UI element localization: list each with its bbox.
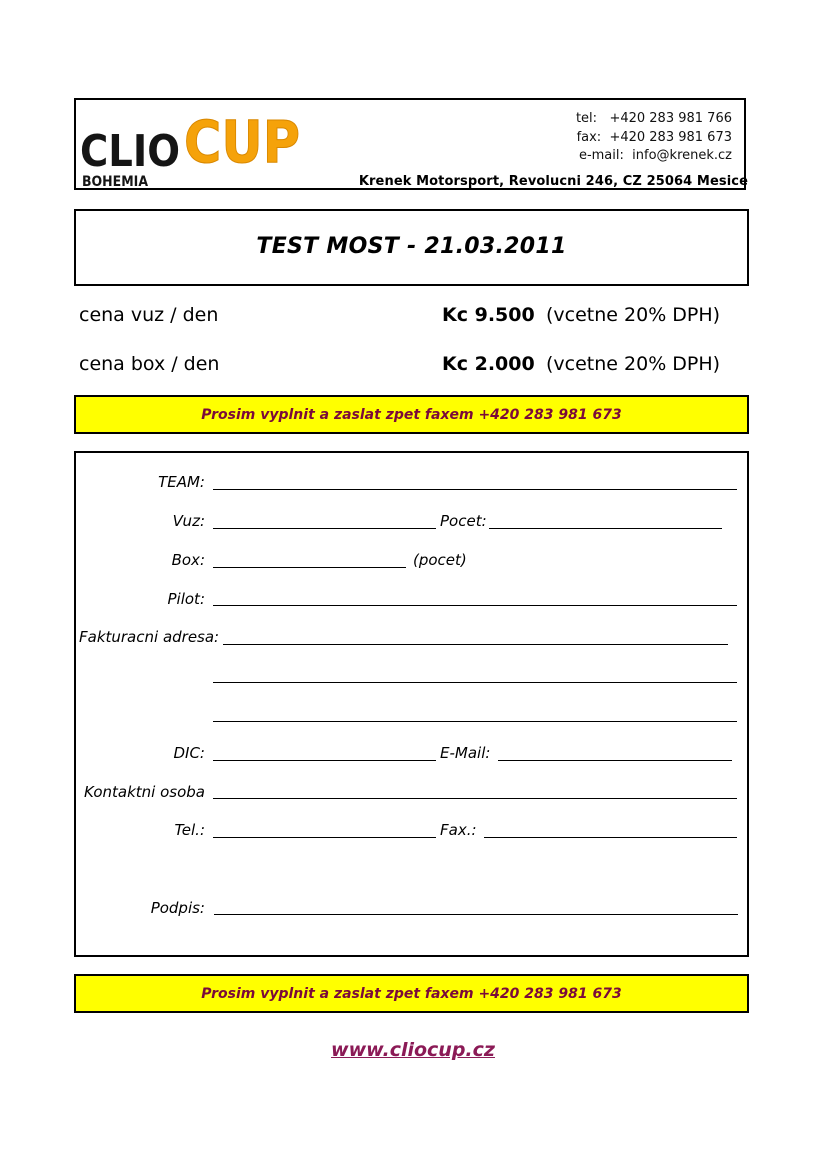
title-box — [74, 209, 749, 286]
price-box-label: cena box / den — [79, 353, 220, 375]
billing-address-field-1[interactable] — [223, 644, 728, 645]
contact-block — [576, 110, 732, 166]
contact-person-field[interactable] — [213, 798, 737, 799]
tel-value: +420 283 981 766 — [609, 111, 732, 126]
vuz-label: Vuz: — [172, 512, 205, 530]
fax-banner-bottom: Prosim vyplnit a zaslat zpet faxem +420 283 981 673 — [74, 974, 749, 1013]
pilot-label: Pilot: — [167, 590, 205, 608]
pocet-label: Pocet: — [440, 512, 487, 530]
website-link[interactable]: www.cliocup.cz — [331, 1039, 495, 1061]
box-field[interactable] — [213, 567, 406, 568]
email-value[interactable]: info@krenek.cz — [632, 148, 732, 163]
event-title: TEST MOST - 21.03.2011 — [256, 234, 567, 259]
vuz-field[interactable] — [213, 528, 436, 529]
price-box-value: Kc 2.000 — [442, 353, 535, 375]
tel-field[interactable] — [213, 837, 436, 838]
tel-label: tel: — [575, 111, 598, 126]
price-car-value: Kc 9.500 — [442, 304, 535, 326]
pocet-field[interactable] — [489, 528, 722, 529]
billing-address-field-3[interactable] — [213, 721, 737, 722]
price-car-note: (vcetne 20% DPH) — [546, 304, 721, 326]
contact-person-label: Kontaktni osoba — [84, 783, 205, 801]
signature-field[interactable] — [214, 914, 738, 915]
logo-bohemia: BOHEMIA — [82, 174, 149, 188]
fax-value: +420 283 981 673 — [609, 129, 732, 145]
team-field[interactable] — [213, 489, 737, 490]
box-label: Box: — [171, 551, 205, 569]
box-count-note: (pocet) — [413, 551, 467, 569]
price-car-label: cena vuz / den — [79, 304, 219, 326]
logo-cup: CUP — [184, 108, 300, 176]
price-box-note: (vcetne 20% DPH) — [546, 353, 721, 375]
team-label: TEAM: — [158, 473, 205, 491]
fax-field[interactable] — [484, 837, 737, 838]
billing-address-label: Fakturacni adresa: — [79, 628, 220, 646]
cliocup-logo — [80, 102, 305, 188]
pilot-field[interactable] — [213, 605, 737, 606]
logo-clio: CLIO — [80, 126, 180, 177]
dic-label: DIC: — [173, 744, 205, 762]
fax-banner-top: Prosim vyplnit a zaslat zpet faxem +420 283 981 673 — [74, 395, 749, 434]
signature-label: Podpis: — [150, 899, 205, 917]
email-label: e-mail: — [578, 148, 624, 163]
company-address: Krenek Motorsport, Revolucni 246, CZ 25064 Mesice — [358, 174, 748, 189]
dic-field[interactable] — [213, 760, 436, 761]
billing-address-field-2[interactable] — [213, 682, 737, 683]
fax-field-label: Fax.: — [440, 821, 477, 839]
email-field[interactable] — [498, 760, 732, 761]
email-field-label: E-Mail: — [440, 744, 491, 762]
tel-field-label: Tel.: — [174, 821, 205, 839]
fax-label: fax: — [576, 129, 602, 145]
